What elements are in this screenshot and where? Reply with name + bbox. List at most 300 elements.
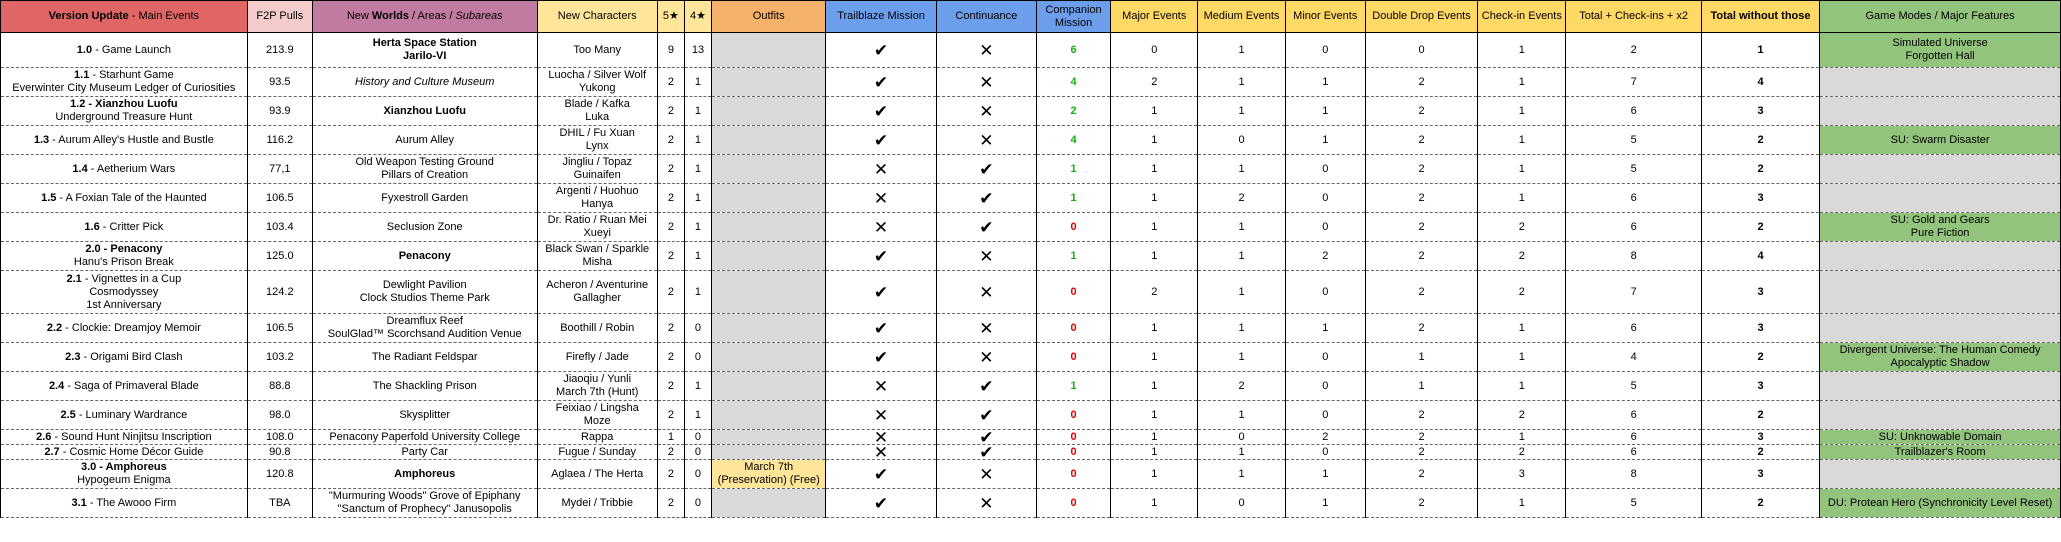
header-major[interactable]: Major Events [1111,1,1198,33]
minor-events[interactable]: 1 [1285,489,1365,518]
version-cell[interactable] [1,97,248,126]
outfit-cell[interactable] [712,242,826,271]
header-continuance[interactable]: Continuance [936,1,1036,33]
characters-cell[interactable] [537,460,657,489]
characters-cell[interactable] [537,401,657,430]
version-cell[interactable] [1,460,248,489]
characters-cell[interactable] [537,213,657,242]
total-count[interactable]: 5 [1566,489,1701,518]
game-mode-cell[interactable] [1820,97,2061,126]
double-drop-events[interactable]: 2 [1365,445,1477,460]
medium-events[interactable]: 1 [1198,68,1285,97]
major-events[interactable]: 1 [1111,460,1198,489]
five-star-count[interactable]: 2 [657,401,684,430]
header-outfits[interactable]: Outfits [712,1,826,33]
four-star-count[interactable]: 1 [684,242,711,271]
medium-events[interactable]: 0 [1198,489,1285,518]
major-events[interactable]: 1 [1111,343,1198,372]
version-cell[interactable] [1,401,248,430]
cross-icon[interactable]: ✕ [936,97,1036,126]
double-drop-events[interactable]: 2 [1365,242,1477,271]
major-events[interactable]: 1 [1111,314,1198,343]
checkin-events[interactable]: 1 [1478,155,1566,184]
five-star-count[interactable]: 2 [657,314,684,343]
minor-events[interactable]: 1 [1285,460,1365,489]
game-mode-cell[interactable] [1820,401,2061,430]
characters-cell[interactable] [537,430,657,445]
cross-icon[interactable]: ✕ [936,489,1036,518]
characters-cell[interactable] [537,33,657,68]
medium-events[interactable]: 0 [1198,430,1285,445]
minor-events[interactable]: 0 [1285,184,1365,213]
version-cell[interactable] [1,33,248,68]
total-without-count[interactable]: 3 [1701,184,1819,213]
medium-events[interactable]: 0 [1198,126,1285,155]
five-star-count[interactable]: 2 [657,242,684,271]
cross-icon[interactable]: ✕ [936,460,1036,489]
checkin-events[interactable]: 1 [1478,68,1566,97]
characters-cell[interactable] [537,126,657,155]
world-cell[interactable] [312,184,537,213]
companion-count[interactable]: 6 [1036,33,1110,68]
cross-icon[interactable]: ✕ [826,401,936,430]
f2p-cell[interactable]: 90.8 [247,445,312,460]
game-mode-cell[interactable] [1820,33,2061,68]
characters-cell[interactable] [537,343,657,372]
f2p-cell[interactable]: 106.5 [247,184,312,213]
minor-events[interactable]: 0 [1285,372,1365,401]
characters-cell[interactable] [537,445,657,460]
medium-events[interactable]: 1 [1198,314,1285,343]
f2p-cell[interactable]: 125.0 [247,242,312,271]
five-star-count[interactable]: 2 [657,213,684,242]
version-cell[interactable] [1,271,248,314]
world-cell[interactable] [312,460,537,489]
total-count[interactable]: 2 [1566,33,1701,68]
world-cell[interactable] [312,314,537,343]
f2p-cell[interactable]: 124.2 [247,271,312,314]
medium-events[interactable]: 1 [1198,460,1285,489]
characters-cell[interactable] [537,184,657,213]
major-events[interactable]: 1 [1111,372,1198,401]
total-count[interactable]: 8 [1566,460,1701,489]
minor-events[interactable]: 1 [1285,126,1365,155]
f2p-cell[interactable]: 93.9 [247,97,312,126]
four-star-count[interactable]: 1 [684,68,711,97]
total-without-count[interactable]: 4 [1701,68,1819,97]
cross-icon[interactable]: ✕ [826,430,936,445]
total-without-count[interactable]: 3 [1701,97,1819,126]
game-mode-cell[interactable] [1820,489,2061,518]
version-cell[interactable] [1,372,248,401]
check-icon[interactable]: ✔ [936,372,1036,401]
header-total[interactable]: Total + Check-ins + x2 [1566,1,1701,33]
cross-icon[interactable]: ✕ [936,343,1036,372]
cross-icon[interactable]: ✕ [826,155,936,184]
major-events[interactable]: 1 [1111,213,1198,242]
double-drop-events[interactable]: 2 [1365,430,1477,445]
check-icon[interactable]: ✔ [936,445,1036,460]
outfit-cell[interactable] [712,68,826,97]
total-without-count[interactable]: 3 [1701,430,1819,445]
checkin-events[interactable]: 1 [1478,33,1566,68]
double-drop-events[interactable]: 2 [1365,489,1477,518]
total-count[interactable]: 5 [1566,155,1701,184]
companion-count[interactable]: 0 [1036,489,1110,518]
double-drop-events[interactable]: 2 [1365,314,1477,343]
medium-events[interactable]: 1 [1198,445,1285,460]
header-medium[interactable]: Medium Events [1198,1,1285,33]
four-star-count[interactable]: 1 [684,126,711,155]
total-without-count[interactable]: 2 [1701,213,1819,242]
double-drop-events[interactable]: 2 [1365,68,1477,97]
header-trailblaze[interactable]: Trailblaze Mission [826,1,936,33]
f2p-cell[interactable]: TBA [247,489,312,518]
cross-icon[interactable]: ✕ [826,213,936,242]
total-without-count[interactable]: 2 [1701,126,1819,155]
check-icon[interactable]: ✔ [826,343,936,372]
check-icon[interactable]: ✔ [826,33,936,68]
check-icon[interactable]: ✔ [826,271,936,314]
total-count[interactable]: 6 [1566,314,1701,343]
double-drop-events[interactable]: 2 [1365,97,1477,126]
medium-events[interactable]: 1 [1198,213,1285,242]
companion-count[interactable]: 1 [1036,242,1110,271]
cross-icon[interactable]: ✕ [826,445,936,460]
double-drop-events[interactable]: 0 [1365,33,1477,68]
check-icon[interactable]: ✔ [936,401,1036,430]
medium-events[interactable]: 2 [1198,184,1285,213]
checkin-events[interactable]: 1 [1478,126,1566,155]
version-cell[interactable] [1,343,248,372]
total-without-count[interactable]: 3 [1701,460,1819,489]
check-icon[interactable]: ✔ [826,314,936,343]
companion-count[interactable]: 0 [1036,460,1110,489]
minor-events[interactable]: 0 [1285,445,1365,460]
check-icon[interactable]: ✔ [936,184,1036,213]
medium-events[interactable]: 1 [1198,271,1285,314]
check-icon[interactable]: ✔ [826,97,936,126]
game-mode-cell[interactable] [1820,343,2061,372]
total-count[interactable]: 4 [1566,343,1701,372]
major-events[interactable]: 1 [1111,184,1198,213]
major-events[interactable]: 1 [1111,401,1198,430]
version-cell[interactable] [1,445,248,460]
version-cell[interactable] [1,430,248,445]
minor-events[interactable]: 0 [1285,343,1365,372]
four-star-count[interactable]: 13 [684,33,711,68]
check-icon[interactable]: ✔ [936,155,1036,184]
f2p-cell[interactable]: 103.2 [247,343,312,372]
medium-events[interactable]: 2 [1198,372,1285,401]
total-without-count[interactable]: 2 [1701,155,1819,184]
companion-count[interactable]: 1 [1036,184,1110,213]
four-star-count[interactable]: 0 [684,343,711,372]
world-cell[interactable] [312,430,537,445]
header-4star[interactable]: 4★ [684,1,711,33]
game-mode-cell[interactable] [1820,460,2061,489]
four-star-count[interactable]: 1 [684,271,711,314]
checkin-events[interactable]: 1 [1478,430,1566,445]
outfit-cell[interactable] [712,271,826,314]
outfit-cell[interactable] [712,460,826,489]
companion-count[interactable]: 0 [1036,401,1110,430]
header-total-without[interactable]: Total without those [1701,1,1819,33]
characters-cell[interactable] [537,372,657,401]
f2p-cell[interactable]: 93.5 [247,68,312,97]
characters-cell[interactable] [537,242,657,271]
five-star-count[interactable]: 2 [657,489,684,518]
double-drop-events[interactable]: 2 [1365,213,1477,242]
outfit-cell[interactable] [712,33,826,68]
five-star-count[interactable]: 2 [657,460,684,489]
outfit-cell[interactable] [712,489,826,518]
world-cell[interactable] [312,445,537,460]
medium-events[interactable]: 1 [1198,33,1285,68]
game-mode-cell[interactable] [1820,271,2061,314]
major-events[interactable]: 1 [1111,445,1198,460]
cross-icon[interactable]: ✕ [936,68,1036,97]
minor-events[interactable]: 0 [1285,213,1365,242]
total-without-count[interactable]: 3 [1701,271,1819,314]
major-events[interactable]: 1 [1111,126,1198,155]
header-characters[interactable]: New Characters [537,1,657,33]
five-star-count[interactable]: 2 [657,126,684,155]
header-modes[interactable]: Game Modes / Major Features [1820,1,2061,33]
double-drop-events[interactable]: 1 [1365,372,1477,401]
total-without-count[interactable]: 3 [1701,372,1819,401]
four-star-count[interactable]: 0 [684,430,711,445]
outfit-cell[interactable] [712,314,826,343]
total-count[interactable]: 5 [1566,372,1701,401]
version-cell[interactable] [1,213,248,242]
minor-events[interactable]: 0 [1285,401,1365,430]
total-count[interactable]: 7 [1566,68,1701,97]
cross-icon[interactable]: ✕ [936,242,1036,271]
total-without-count[interactable]: 3 [1701,314,1819,343]
world-cell[interactable] [312,213,537,242]
header-companion[interactable]: Companion Mission [1036,1,1110,33]
check-icon[interactable]: ✔ [936,213,1036,242]
header-version[interactable]: Version Update - Main Events [1,1,248,33]
world-cell[interactable] [312,155,537,184]
double-drop-events[interactable]: 1 [1365,343,1477,372]
f2p-cell[interactable]: 77,1 [247,155,312,184]
five-star-count[interactable]: 2 [657,97,684,126]
major-events[interactable]: 1 [1111,242,1198,271]
cross-icon[interactable]: ✕ [936,33,1036,68]
outfit-cell[interactable] [712,126,826,155]
outfit-cell[interactable] [712,184,826,213]
cross-icon[interactable]: ✕ [826,184,936,213]
cross-icon[interactable]: ✕ [936,314,1036,343]
outfit-cell[interactable] [712,343,826,372]
checkin-events[interactable]: 1 [1478,314,1566,343]
medium-events[interactable]: 1 [1198,242,1285,271]
game-mode-cell[interactable] [1820,184,2061,213]
outfit-cell[interactable] [712,401,826,430]
characters-cell[interactable] [537,155,657,184]
four-star-count[interactable]: 1 [684,401,711,430]
characters-cell[interactable] [537,314,657,343]
four-star-count[interactable]: 0 [684,314,711,343]
checkin-events[interactable]: 2 [1478,242,1566,271]
major-events[interactable]: 2 [1111,68,1198,97]
header-5star[interactable]: 5★ [657,1,684,33]
checkin-events[interactable]: 2 [1478,445,1566,460]
four-star-count[interactable]: 0 [684,489,711,518]
total-without-count[interactable]: 1 [1701,33,1819,68]
checkin-events[interactable]: 1 [1478,372,1566,401]
medium-events[interactable]: 1 [1198,155,1285,184]
f2p-cell[interactable]: 88.8 [247,372,312,401]
f2p-cell[interactable]: 213.9 [247,33,312,68]
double-drop-events[interactable]: 2 [1365,401,1477,430]
total-count[interactable]: 6 [1566,184,1701,213]
game-mode-cell[interactable] [1820,68,2061,97]
game-mode-cell[interactable] [1820,126,2061,155]
total-count[interactable]: 8 [1566,242,1701,271]
check-icon[interactable]: ✔ [826,489,936,518]
minor-events[interactable]: 1 [1285,97,1365,126]
five-star-count[interactable]: 2 [657,271,684,314]
five-star-count[interactable]: 2 [657,372,684,401]
minor-events[interactable]: 2 [1285,242,1365,271]
outfit-cell[interactable] [712,372,826,401]
five-star-count[interactable]: 2 [657,343,684,372]
four-star-count[interactable]: 0 [684,460,711,489]
check-icon[interactable]: ✔ [826,460,936,489]
minor-events[interactable]: 0 [1285,155,1365,184]
major-events[interactable]: 1 [1111,155,1198,184]
f2p-cell[interactable]: 108.0 [247,430,312,445]
header-double[interactable]: Double Drop Events [1365,1,1477,33]
four-star-count[interactable]: 0 [684,445,711,460]
outfit-cell[interactable] [712,445,826,460]
header-minor[interactable]: Minor Events [1285,1,1365,33]
game-mode-cell[interactable] [1820,155,2061,184]
game-mode-cell[interactable] [1820,372,2061,401]
world-cell[interactable] [312,489,537,518]
checkin-events[interactable]: 1 [1478,489,1566,518]
total-count[interactable]: 5 [1566,126,1701,155]
total-count[interactable]: 6 [1566,445,1701,460]
f2p-cell[interactable]: 98.0 [247,401,312,430]
minor-events[interactable]: 1 [1285,68,1365,97]
world-cell[interactable] [312,68,537,97]
characters-cell[interactable] [537,97,657,126]
total-without-count[interactable]: 2 [1701,489,1819,518]
game-mode-cell[interactable] [1820,314,2061,343]
five-star-count[interactable]: 2 [657,68,684,97]
world-cell[interactable] [312,372,537,401]
companion-count[interactable]: 0 [1036,430,1110,445]
version-cell[interactable] [1,489,248,518]
double-drop-events[interactable]: 2 [1365,184,1477,213]
outfit-cell[interactable] [712,213,826,242]
f2p-cell[interactable]: 106.5 [247,314,312,343]
outfit-cell[interactable] [712,97,826,126]
checkin-events[interactable]: 2 [1478,271,1566,314]
game-mode-cell[interactable] [1820,430,2061,445]
total-count[interactable]: 7 [1566,271,1701,314]
check-icon[interactable]: ✔ [826,242,936,271]
companion-count[interactable]: 1 [1036,155,1110,184]
minor-events[interactable]: 0 [1285,271,1365,314]
medium-events[interactable]: 1 [1198,343,1285,372]
checkin-events[interactable]: 3 [1478,460,1566,489]
medium-events[interactable]: 1 [1198,401,1285,430]
characters-cell[interactable] [537,68,657,97]
world-cell[interactable] [312,33,537,68]
checkin-events[interactable]: 2 [1478,213,1566,242]
cross-icon[interactable]: ✕ [826,372,936,401]
major-events[interactable]: 1 [1111,97,1198,126]
checkin-events[interactable]: 1 [1478,97,1566,126]
minor-events[interactable]: 2 [1285,430,1365,445]
checkin-events[interactable]: 1 [1478,343,1566,372]
major-events[interactable]: 2 [1111,271,1198,314]
characters-cell[interactable] [537,489,657,518]
minor-events[interactable]: 0 [1285,33,1365,68]
companion-count[interactable]: 0 [1036,213,1110,242]
world-cell[interactable] [312,401,537,430]
checkin-events[interactable]: 1 [1478,184,1566,213]
five-star-count[interactable]: 1 [657,430,684,445]
version-cell[interactable] [1,184,248,213]
header-f2p[interactable]: F2P Pulls [247,1,312,33]
companion-count[interactable]: 0 [1036,271,1110,314]
minor-events[interactable]: 1 [1285,314,1365,343]
header-checkin[interactable]: Check-in Events [1478,1,1566,33]
companion-count[interactable]: 2 [1036,97,1110,126]
total-count[interactable]: 6 [1566,97,1701,126]
checkin-events[interactable]: 2 [1478,401,1566,430]
total-without-count[interactable]: 2 [1701,445,1819,460]
total-without-count[interactable]: 2 [1701,343,1819,372]
five-star-count[interactable]: 2 [657,184,684,213]
four-star-count[interactable]: 1 [684,372,711,401]
world-cell[interactable] [312,97,537,126]
five-star-count[interactable]: 9 [657,33,684,68]
game-mode-cell[interactable] [1820,213,2061,242]
major-events[interactable]: 1 [1111,489,1198,518]
f2p-cell[interactable]: 103.4 [247,213,312,242]
double-drop-events[interactable]: 2 [1365,271,1477,314]
companion-count[interactable]: 4 [1036,126,1110,155]
world-cell[interactable] [312,126,537,155]
header-worlds[interactable]: New Worlds / Areas / Subareas [312,1,537,33]
major-events[interactable]: 1 [1111,430,1198,445]
total-count[interactable]: 6 [1566,213,1701,242]
version-cell[interactable] [1,68,248,97]
total-without-count[interactable]: 4 [1701,242,1819,271]
game-mode-cell[interactable] [1820,242,2061,271]
characters-cell[interactable] [537,271,657,314]
cross-icon[interactable]: ✕ [936,271,1036,314]
companion-count[interactable]: 1 [1036,372,1110,401]
companion-count[interactable]: 0 [1036,445,1110,460]
version-cell[interactable] [1,242,248,271]
companion-count[interactable]: 4 [1036,68,1110,97]
outfit-cell[interactable] [712,155,826,184]
check-icon[interactable]: ✔ [936,430,1036,445]
double-drop-events[interactable]: 2 [1365,155,1477,184]
version-cell[interactable] [1,314,248,343]
total-without-count[interactable]: 2 [1701,401,1819,430]
double-drop-events[interactable]: 2 [1365,460,1477,489]
five-star-count[interactable]: 2 [657,445,684,460]
